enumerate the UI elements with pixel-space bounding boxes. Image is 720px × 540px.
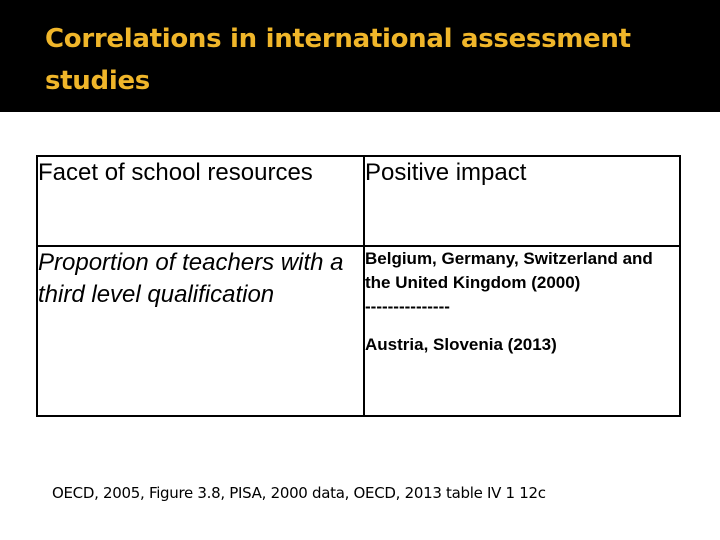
header-cell-facet [37, 156, 364, 246]
row-cell-facet [37, 246, 364, 416]
impact-2000-text: Belgium, Germany, Switzerland and the United Kingdom (2000) [365, 249, 653, 292]
row-cell-impact [364, 246, 680, 416]
header-impact-label: Positive impact [365, 159, 527, 186]
table-row [37, 246, 680, 416]
header-cell-impact [364, 156, 680, 246]
slide-title: Correlations in international assessment studies [45, 24, 631, 96]
title-bar [0, 0, 720, 112]
resources-table [36, 155, 681, 417]
table-header-row [37, 156, 680, 246]
header-facet-label: Facet of school resources [38, 159, 313, 186]
source-citation: OECD, 2005, Figure 3.8, PISA, 2000 data, OECD, 2013 table IV 1 12c [52, 484, 546, 502]
impact-separator: --------------- [365, 297, 450, 316]
impact-2013-text: Austria, Slovenia (2013) [365, 335, 557, 354]
row-facet-text: Proportion of teachers with a third level qualification [38, 249, 344, 308]
